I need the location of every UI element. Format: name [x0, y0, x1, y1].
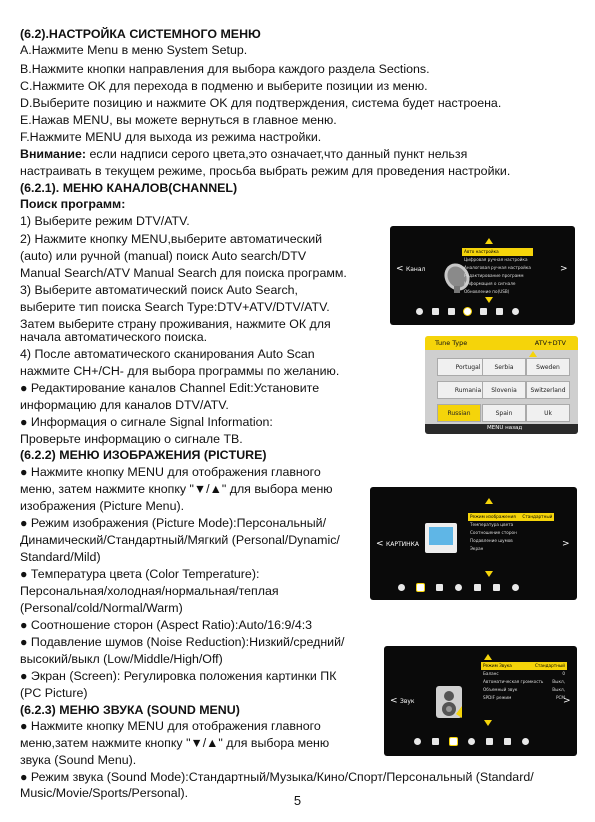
speaker-icon — [432, 684, 468, 720]
text-line: высокий/выкл (Low/Middle/High/Off) — [20, 652, 223, 666]
text-line: изображения (Picture Menu). — [20, 499, 185, 513]
tune-type-label: Tune Type — [435, 339, 468, 347]
time-icon — [496, 308, 503, 315]
up-arrow-icon — [484, 654, 492, 660]
menu-item[interactable]: Обновление по(USB) — [464, 289, 510, 294]
text-line: меню, затем нажмите кнопку "▼/▲" для выбора меню — [20, 482, 333, 496]
channel-menu-list — [462, 248, 533, 296]
section-heading: (6.2.3) МЕНЮ ЗВУКА (SOUND MENU) — [20, 703, 240, 717]
text-line: (Personal/cold/Normal/Warm) — [20, 601, 183, 615]
text-line: ● Информация о сигнале Signal Information: — [20, 415, 273, 429]
text-line: ● Режим изображения (Picture Mode):Персональный/ — [20, 516, 327, 530]
footer-bar — [425, 424, 578, 434]
text-line: A.Нажмите Menu в меню System Setup. — [20, 43, 248, 57]
country-cell[interactable]: Uk — [526, 404, 570, 422]
text-line: настраивать в текущем режиме, просьба выбрать режим для проведения настройки. — [20, 164, 511, 178]
sound-menu-list — [481, 662, 567, 702]
menu-item[interactable]: SPDIF режим PCM — [483, 695, 565, 700]
menu-item[interactable]: Подавление шумов — [470, 538, 513, 543]
text-line: ● Температура цвета (Color Temperature): — [20, 567, 260, 581]
usb-icon — [512, 308, 519, 315]
lock-icon — [486, 738, 493, 745]
country-cell[interactable]: Serbia — [482, 358, 526, 376]
country-cell[interactable]: Sweden — [526, 358, 570, 376]
text-line: звука (Sound Menu). — [20, 753, 137, 767]
text-line: Manual Search/ATV Manual Search для поиска программ. — [20, 266, 347, 280]
text-line: C.Нажмите OK для перехода в подменю и выберите позиции из меню. — [20, 79, 428, 93]
up-arrow-icon — [485, 238, 493, 244]
channel-icon — [468, 738, 475, 745]
right-arrow-icon: > — [562, 539, 570, 549]
menu-item[interactable]: Редактирование программ — [464, 273, 524, 278]
menu-item[interactable]: Температура цвета — [470, 522, 514, 527]
menu-icons-bar — [414, 738, 529, 745]
menu-item-sound-mode[interactable]: Режим Звука Стандартный — [483, 663, 565, 668]
gear-icon — [416, 308, 423, 315]
text-line: Проверьте информацию о сигнале ТВ. — [20, 432, 243, 446]
menu-label: Канал — [406, 266, 426, 273]
usb-icon — [512, 584, 519, 591]
text-line: E.Нажав MENU, вы можете вернуться в главное меню. — [20, 113, 337, 127]
menu-icons-bar — [398, 584, 519, 591]
text-line: B.Нажмите кнопки направления для выбора каждого раздела Sections. — [20, 62, 430, 76]
menu-icons-bar — [416, 308, 519, 315]
text-line: Затем выберите страну проживания, нажмите ОК для — [20, 317, 331, 331]
text-line: ● Подавление шумов (Noise Reduction):Низкий/средний/ — [20, 635, 345, 649]
text-line: информацию для каналов DTV/ATV. — [20, 398, 229, 412]
left-arrow-icon: < — [390, 696, 398, 706]
footer-text: MENU назад — [487, 425, 523, 431]
text-line: нажмите CH+/CH- для выбора программы по желанию. — [20, 364, 340, 378]
menu-label: КАРТИНКА — [386, 541, 420, 548]
tune-type-bar[interactable] — [425, 336, 578, 350]
menu-item[interactable]: Автоматическая громкость Выкл, — [483, 679, 565, 684]
text-line: 4) После автоматического сканирования Auto Scan — [20, 347, 315, 361]
time-icon — [493, 584, 500, 591]
country-cell[interactable]: Switzerland — [526, 381, 570, 399]
tv-icon — [425, 523, 457, 553]
text-line: выберите тип поиска Search Type:DTV+ATV/DTV/ATV. — [20, 300, 330, 314]
country-cell[interactable]: Rumania — [437, 381, 499, 399]
text-line: Персональная/холодная/нормальная/теплая — [20, 584, 279, 598]
text-line: ● Нажмите кнопку MENU для отображения главного — [20, 465, 321, 479]
menu-label: Звук — [400, 698, 415, 705]
page-number: 5 — [293, 793, 302, 808]
up-arrow-icon — [485, 498, 493, 504]
menu-item[interactable]: Баланс 0 — [483, 671, 565, 676]
warning-label: Внимание: — [20, 147, 87, 161]
picture-icon — [432, 308, 439, 315]
down-arrow-icon — [485, 571, 493, 577]
picture-icon — [432, 738, 439, 745]
warning-line — [20, 146, 467, 162]
down-arrow-icon — [484, 720, 492, 726]
menu-item[interactable]: Объемный звук Выкл, — [483, 687, 565, 692]
usb-icon — [522, 738, 529, 745]
up-arrow-icon — [529, 351, 537, 357]
gear-icon — [398, 584, 405, 591]
section-heading: (6.2).НАСТРОЙКА СИСТЕМНОГО МЕНЮ — [20, 27, 261, 41]
menu-item[interactable]: Экран — [470, 546, 484, 551]
menu-item-picture-mode[interactable]: Режим изображения Стандартный — [470, 514, 553, 519]
right-arrow-icon: > — [560, 264, 568, 274]
music-note-icon — [450, 738, 457, 745]
lock-icon — [480, 308, 487, 315]
country-cell[interactable]: Spain — [482, 404, 526, 422]
channel-icon — [455, 584, 462, 591]
channel-icon — [464, 308, 471, 315]
text-line: 3) Выберите автоматический поиск Auto Search, — [20, 283, 298, 297]
text-line: ● Соотношение сторон (Aspect Ratio):Auto/16:9/4:3 — [20, 618, 313, 632]
text-line: D.Выберите позицию и нажмите OK для подтверждения, система будет настроена. — [20, 96, 502, 110]
text-line: Standard/Mild) — [20, 550, 101, 564]
picture-menu-list — [468, 513, 554, 553]
country-cell-selected[interactable]: Russian — [437, 404, 481, 422]
menu-item-auto-tune[interactable]: Авто настройка — [462, 248, 533, 256]
music-note-icon — [448, 308, 455, 315]
right-arrow-icon: > — [563, 696, 571, 706]
down-arrow-icon — [485, 297, 493, 303]
text-line: Динамический/Стандартный/Мягкий (Personal/Dynamic/ — [20, 533, 340, 547]
text-line: 1) Выберите режим DTV/ATV. — [20, 214, 190, 228]
text-line: (PC Picture) — [20, 686, 88, 700]
left-arrow-icon: < — [376, 539, 384, 549]
text-line: начала автоматического поиска. — [20, 330, 208, 344]
menu-item[interactable]: Соотношение сторон — [470, 530, 517, 535]
subheading: Поиск программ: — [20, 197, 126, 211]
time-icon — [504, 738, 511, 745]
country-cell[interactable]: Portugal — [437, 358, 499, 376]
menu-item[interactable]: Аналоговая ручная настройка — [464, 265, 531, 270]
text-line: F.Нажмите MENU для выхода из режима настройки. — [20, 130, 322, 144]
music-note-icon — [436, 584, 443, 591]
menu-item[interactable]: Информация о сигнале — [464, 281, 516, 286]
text-line: меню,затем нажмите кнопку "▼/▲" для выбора меню — [20, 736, 330, 750]
warning-text: если надписи серого цвета,это означает,что данный пункт нельзя — [86, 147, 468, 161]
sound-menu-screenshot — [384, 646, 577, 756]
lock-icon — [474, 584, 481, 591]
text-line: ● Экран (Screen): Регулировка положения картинки ПК — [20, 669, 337, 683]
text-line: ● Редактирование каналов Channel Edit:Установите — [20, 381, 320, 395]
text-line: ● Нажмите кнопку MENU для отображения главного — [20, 719, 321, 733]
left-arrow-icon: < — [396, 264, 404, 274]
text-line: Music/Movie/Sports/Personal). — [20, 786, 189, 800]
gear-icon — [414, 738, 421, 745]
section-heading: (6.2.1). МЕНЮ КАНАЛОВ(CHANNEL) — [20, 181, 238, 195]
text-line: (auto) или ручной (manual) поиск Auto search/DTV — [20, 249, 307, 263]
picture-icon — [417, 584, 424, 591]
channel-menu-screenshot — [390, 226, 575, 325]
menu-item[interactable]: Цифровая ручная настройка — [464, 257, 528, 262]
text-line: ● Режим звука (Sound Mode):Стандартный/Музыка/Кино/Спорт/Персональный (Standard/ — [20, 770, 534, 784]
tune-type-screenshot — [425, 336, 578, 434]
country-cell[interactable]: Slovenia — [482, 381, 526, 399]
section-heading: (6.2.2) МЕНЮ ИЗОБРАЖЕНИЯ (PICTURE) — [20, 448, 267, 462]
text-line: 2) Нажмите кнопку MENU,выберите автоматический — [20, 232, 323, 246]
picture-menu-screenshot — [370, 487, 577, 600]
tune-type-value: ATV+DTV — [534, 339, 566, 347]
